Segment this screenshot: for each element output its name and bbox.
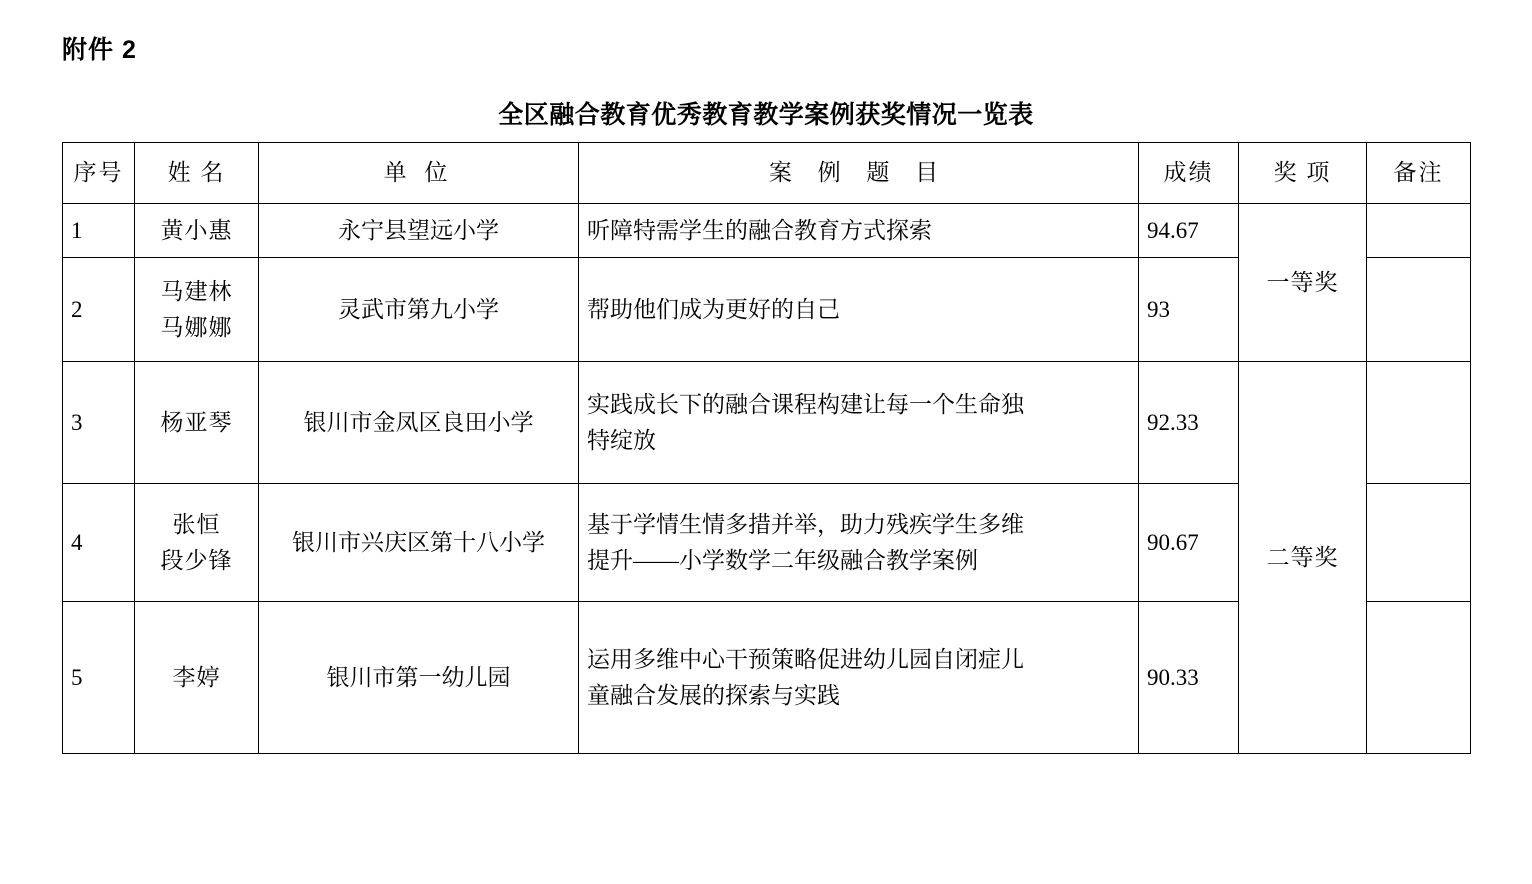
case-line: 特绽放 [587, 427, 656, 453]
cell-score: 94.67 [1139, 204, 1239, 258]
cell-case [579, 484, 1139, 602]
cell-note [1367, 484, 1471, 602]
name-line: 马建林 [160, 278, 233, 304]
name-line: 黄小惠 [160, 217, 233, 243]
cell-note [1367, 258, 1471, 362]
cell-unit: 银川市兴庆区第十八小学 [259, 484, 579, 602]
column-header-case: 案 例 题 目 [579, 143, 1139, 204]
table-header-row [63, 143, 1471, 204]
cell-note [1367, 204, 1471, 258]
cell-score: 92.33 [1139, 362, 1239, 484]
case-line: 提升——小学数学二年级融合教学案例 [587, 547, 978, 573]
cell-score: 93 [1139, 258, 1239, 362]
cell-case [579, 204, 1139, 258]
column-header-seq: 序号 [63, 143, 135, 204]
name-line: 杨亚琴 [160, 409, 233, 435]
cell-prize-second: 二等奖 [1239, 362, 1367, 754]
cell-case [579, 362, 1139, 484]
cell-name [135, 204, 259, 258]
column-header-name: 姓 名 [135, 143, 259, 204]
cell-case [579, 258, 1139, 362]
case-line: 童融合发展的探索与实践 [587, 682, 840, 708]
table-header [63, 143, 1471, 204]
cell-name [135, 484, 259, 602]
cell-case [579, 602, 1139, 754]
column-header-unit: 单 位 [259, 143, 579, 204]
name-line: 段少锋 [160, 547, 233, 573]
table-row [63, 362, 1471, 484]
cell-seq: 2 [63, 258, 135, 362]
cell-seq: 1 [63, 204, 135, 258]
column-header-prize: 奖 项 [1239, 143, 1367, 204]
cell-unit: 银川市第一幼儿园 [259, 602, 579, 754]
award-table [62, 142, 1471, 754]
cell-name [135, 602, 259, 754]
table-row [63, 204, 1471, 258]
attachment-label: 附件 2 [62, 36, 137, 64]
case-line: 运用多维中心干预策略促进幼儿园自闭症儿 [587, 646, 1024, 672]
cell-prize-first: 一等奖 [1239, 204, 1367, 362]
name-line: 张恒 [172, 511, 221, 537]
name-line: 李婷 [172, 664, 221, 690]
cell-seq: 4 [63, 484, 135, 602]
page-title: 全区融合教育优秀教育教学案例获奖情况一览表 [498, 101, 1034, 129]
cell-seq: 5 [63, 602, 135, 754]
column-header-score: 成绩 [1139, 143, 1239, 204]
cell-note [1367, 602, 1471, 754]
case-line: 听障特需学生的融合教育方式探索 [587, 217, 932, 243]
case-line: 实践成长下的融合课程构建让每一个生命独 [587, 391, 1024, 417]
case-line: 基于学情生情多措并举，助力残疾学生多维 [587, 511, 1024, 537]
cell-unit: 灵武市第九小学 [259, 258, 579, 362]
cell-score: 90.67 [1139, 484, 1239, 602]
cell-unit: 银川市金凤区良田小学 [259, 362, 579, 484]
column-header-note: 备注 [1367, 143, 1471, 204]
cell-note [1367, 362, 1471, 484]
case-line: 帮助他们成为更好的自己 [587, 296, 840, 322]
table-body [63, 204, 1471, 754]
name-line: 马娜娜 [160, 314, 233, 340]
cell-name [135, 258, 259, 362]
cell-name [135, 362, 259, 484]
cell-score: 90.33 [1139, 602, 1239, 754]
cell-seq: 3 [63, 362, 135, 484]
cell-unit: 永宁县望远小学 [259, 204, 579, 258]
